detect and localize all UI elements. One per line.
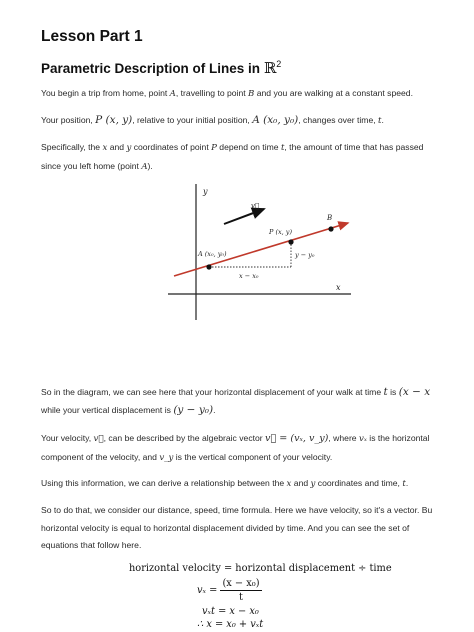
text: , the amount of time that has passed (284, 142, 424, 152)
math-a: A (141, 161, 148, 172)
fraction (220, 578, 261, 603)
paragraph-line (41, 158, 423, 177)
eq3-text: vₓt = x − x₀ (202, 606, 259, 617)
math-y: y (126, 143, 132, 153)
velocity-label: v⃗ (251, 202, 260, 210)
paragraph-velocity (41, 430, 429, 467)
paragraph-position (41, 112, 384, 131)
dx-label: x − x₀ (239, 272, 259, 280)
point-a (206, 264, 211, 269)
paragraph-line (41, 430, 429, 449)
math-y-minus-y0: (y − y₀) (173, 403, 214, 416)
eq-lhs: vₓ = (197, 585, 218, 596)
text: coordinates of point (131, 142, 212, 152)
text: , changes over time, (298, 115, 379, 125)
math-x-minus-x0: (x − x (398, 386, 431, 398)
text: So in the diagram, we can see here that your horizontal displacement of your walk at time (41, 387, 384, 397)
equation-vx-t (202, 606, 259, 617)
x-axis-label: x (336, 283, 341, 292)
paragraph-line (41, 139, 423, 158)
math-v-vector: v⃗ = (vₓ, v_y) (265, 433, 329, 444)
text: Your position, (41, 115, 96, 125)
text: component of the velocity, and (41, 451, 160, 462)
math-x: x (286, 479, 292, 489)
text: , can be described by the algebraic vector (103, 433, 266, 443)
paragraph-line: horizontal velocity is equal to horizontal displacement divided by time. And you can see the set of (41, 522, 410, 533)
text: since you left home (point (41, 160, 142, 171)
math-b: B (248, 89, 255, 99)
text: Your velocity, (41, 433, 94, 443)
math-t: t (383, 386, 388, 398)
line-diagram (165, 180, 355, 325)
text: depend on time (216, 142, 281, 152)
math-y: y (310, 479, 316, 489)
text: , where (328, 433, 359, 443)
math-a: A (169, 89, 176, 99)
math-v: v⃗ (93, 434, 104, 444)
math-a-coords: A (x₀, y₀) (252, 114, 299, 126)
math-p: P (211, 143, 217, 153)
text: . (381, 115, 384, 125)
dy-label: y − y₀ (295, 251, 315, 259)
point-p-label: P (x, y) (269, 228, 292, 236)
section-heading (41, 59, 281, 77)
text: , travelling to point (175, 88, 249, 98)
paragraph-trip (41, 85, 413, 104)
section-heading-text: Parametric Description of Lines in (41, 61, 261, 76)
paragraph-coordinates (41, 139, 423, 176)
text: is (387, 387, 399, 397)
paragraph-line (41, 449, 429, 468)
equation-vx-fraction (197, 578, 262, 603)
fraction-denominator: t (239, 592, 243, 603)
text: while your vertical displacement is (41, 404, 174, 415)
paragraph-relationship (41, 475, 408, 494)
text: coordinates and time, (315, 478, 403, 488)
point-a-label: A (x₀, y₀) (198, 250, 227, 258)
text: You begin a trip from home, point (41, 88, 170, 98)
r-symbol: ℝ (263, 59, 277, 77)
text: , relative to your initial position, (132, 115, 253, 125)
velocity-vector (224, 209, 264, 224)
r-exponent: 2 (276, 58, 282, 69)
paragraph-line (41, 384, 430, 402)
text: ). (147, 160, 153, 171)
text: . (405, 478, 409, 488)
text: . (213, 404, 216, 415)
math-t: t (378, 116, 382, 126)
text: is the horizontal (366, 433, 430, 443)
math-p: P (x, y) (95, 114, 133, 126)
eq4-text: ∴ x = x₀ + vₓt (197, 619, 264, 630)
lesson-title: Lesson Part 1 (41, 28, 143, 45)
text: is the vertical component of your velocity. (173, 451, 333, 462)
math-t: t (280, 143, 285, 153)
math-vy: v_y (159, 452, 174, 463)
math-x: x (102, 143, 108, 153)
text: Specifically, the (41, 142, 103, 152)
y-axis-label: y (203, 187, 208, 196)
point-b-label: B (327, 214, 333, 222)
paragraph-line (41, 402, 430, 420)
text: and (291, 478, 311, 488)
text: and you are walking at a constant speed. (254, 88, 413, 98)
text: and (107, 142, 127, 152)
math-vx: vₓ (358, 434, 367, 444)
equation-x-parametric (197, 619, 263, 630)
text: Using this information, we can derive a relationship between the (41, 478, 287, 488)
paragraph-displacement (41, 384, 430, 419)
math-t: t (402, 479, 406, 489)
fraction-numerator: (x − x₀) (222, 578, 260, 589)
point-p (288, 239, 293, 244)
equation-velocity-definition: horizontal velocity = horizontal displacement ÷ time (129, 563, 392, 574)
paragraph-line: So to do that, we consider our distance, speed, time formula. Here we have velocity, so it's a vector. Bu (41, 505, 433, 515)
paragraph-line: equations that follow here. (41, 540, 142, 550)
point-b (328, 226, 333, 231)
paragraph-formula (41, 502, 432, 555)
